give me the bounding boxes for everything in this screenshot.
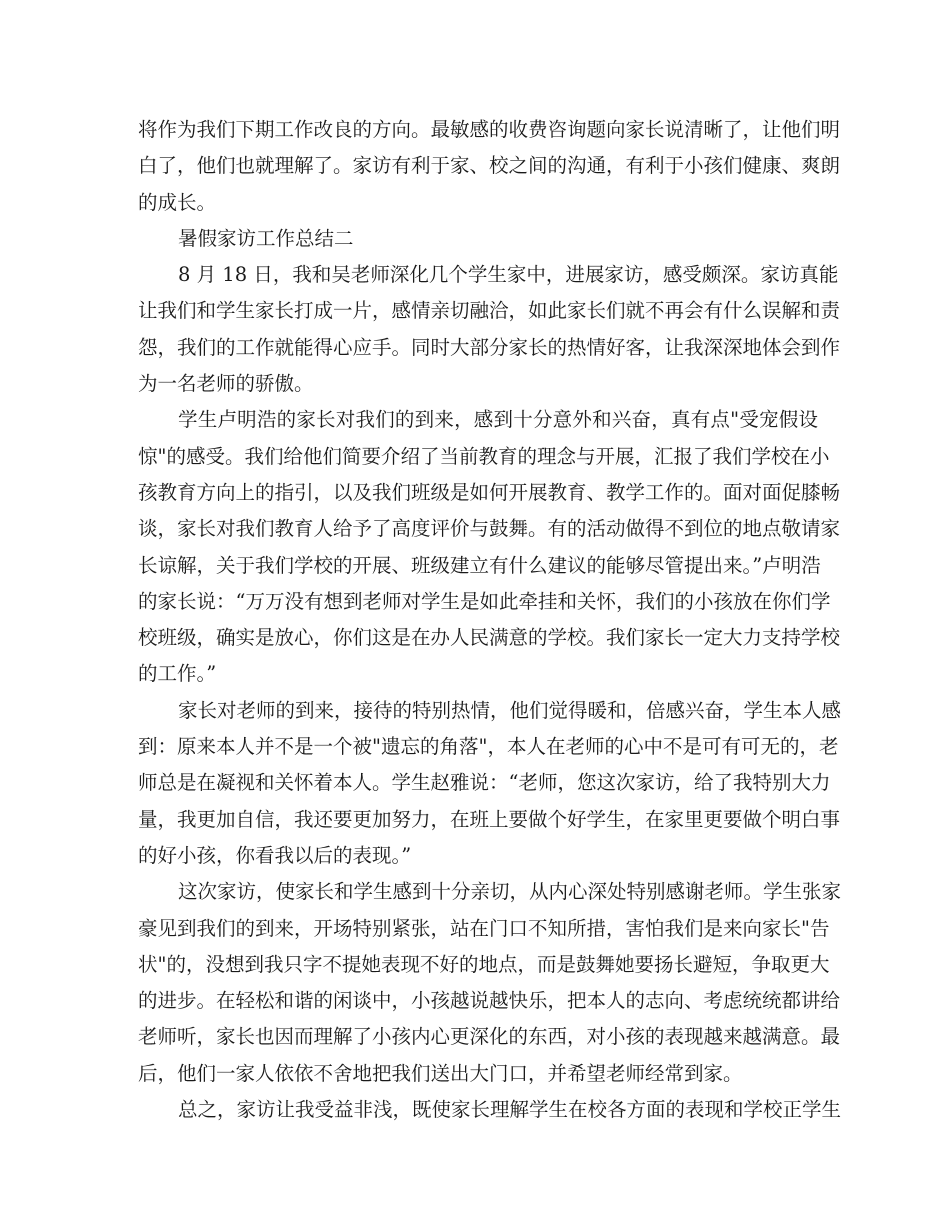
- text-line: 家长对老师的到来，接待的特别热情，他们觉得暖和，倍感兴奋，学生本人感: [178, 698, 842, 722]
- text-line: 让我们和学生家长打成一片，感情亲切融洽，如此家长们就不再会有什么误解和责: [138, 299, 841, 323]
- document-body: [138, 112, 842, 1128]
- text-line: 白了，他们也就理解了。家访有利于家、校之间的沟通，有利于小孩们健康、爽朗: [138, 154, 841, 178]
- text-line: 8 月 18 日，我和吴老师深化几个学生家中，进展家访，感受颇深。家访真能: [178, 263, 839, 287]
- text-line: 怨，我们的工作就能得心应手。同时大部分家长的热情好客，让我深深地体会到作: [138, 335, 841, 359]
- text-line: 状"的，没想到我只字不提她表现不好的地点，而是鼓舞她要扬长避短，争取更大: [138, 952, 830, 976]
- text-line: 惊"的感受。我们给他们简要介绍了当前教育的理念与开展，汇报了我们学校在小: [138, 444, 830, 468]
- text-line: 量，我更加自信，我还要更加努力，在班上要做个好学生，在家里更要做个明白事: [138, 807, 841, 831]
- text-line: 学生卢明浩的家长对我们的到来，感到十分意外和兴奋，真有点"受宠假设: [178, 408, 818, 432]
- text-line: 孩教育方向上的指引，以及我们班级是如何开展教育、教学工作的。面对面促膝畅: [138, 480, 841, 504]
- text-line: 将作为我们下期工作改良的方向。最敏感的收费咨询题向家长说清晰了，让他们明: [138, 118, 841, 141]
- text-line: 师总是在凝视和关怀着本人。学生赵雅说：“老师，您这次家访，给了我特别大力: [138, 771, 831, 795]
- text-line: 为一名老师的骄傲。: [138, 372, 314, 396]
- text-line: 的成长。: [138, 190, 217, 214]
- text-line: 的家长说：“万万没有想到老师对学生是如此牵挂和关怀，我们的小孩放在你们学: [138, 589, 831, 613]
- text-line: 后，他们一家人依依不舍地把我们送出大门口，并希望老师经常到家。: [138, 1061, 743, 1085]
- text-line: 这次家访，使家长和学生感到十分亲切，从内心深处特别感谢老师。学生张家: [178, 880, 842, 904]
- text-line: 老师听，家长也因而理解了小孩内心更深化的东西，对小孩的表现越来越满意。最: [138, 1025, 841, 1049]
- text-line: 长谅解，关于我们学校的开展、班级建立有什么建议的能够尽管提出来。”卢明浩: [138, 553, 821, 577]
- text-line: 豪见到我们的到来，开场特别紧张，站在门口不知所措，害怕我们是来向家长"告: [138, 916, 830, 940]
- text-line: 到：原来本人并不是一个被"遗忘的角落"，本人在老师的心中不是可有可无的，老: [138, 735, 839, 759]
- text-line: 暑假家访工作总结二: [178, 226, 354, 250]
- text-line: 的工作。”: [138, 662, 217, 686]
- text-line: 谈，家长对我们教育人给予了高度评价与鼓舞。有的活动做得不到位的地点敬请家: [138, 517, 841, 541]
- text-line: 总之，家访让我受益非浅，既使家长理解学生在校各方面的表现和学校正学生: [178, 1098, 842, 1122]
- text-line: 校班级，确实是放心，你们这是在办人民满意的学校。我们家长一定大力支持学校: [138, 626, 841, 650]
- text-line: 的好小孩，你看我以后的表现。”: [138, 843, 412, 867]
- text-line: 的进步。在轻松和谐的闲谈中，小孩越说越快乐，把本人的志向、考虑统统都讲给: [138, 989, 841, 1013]
